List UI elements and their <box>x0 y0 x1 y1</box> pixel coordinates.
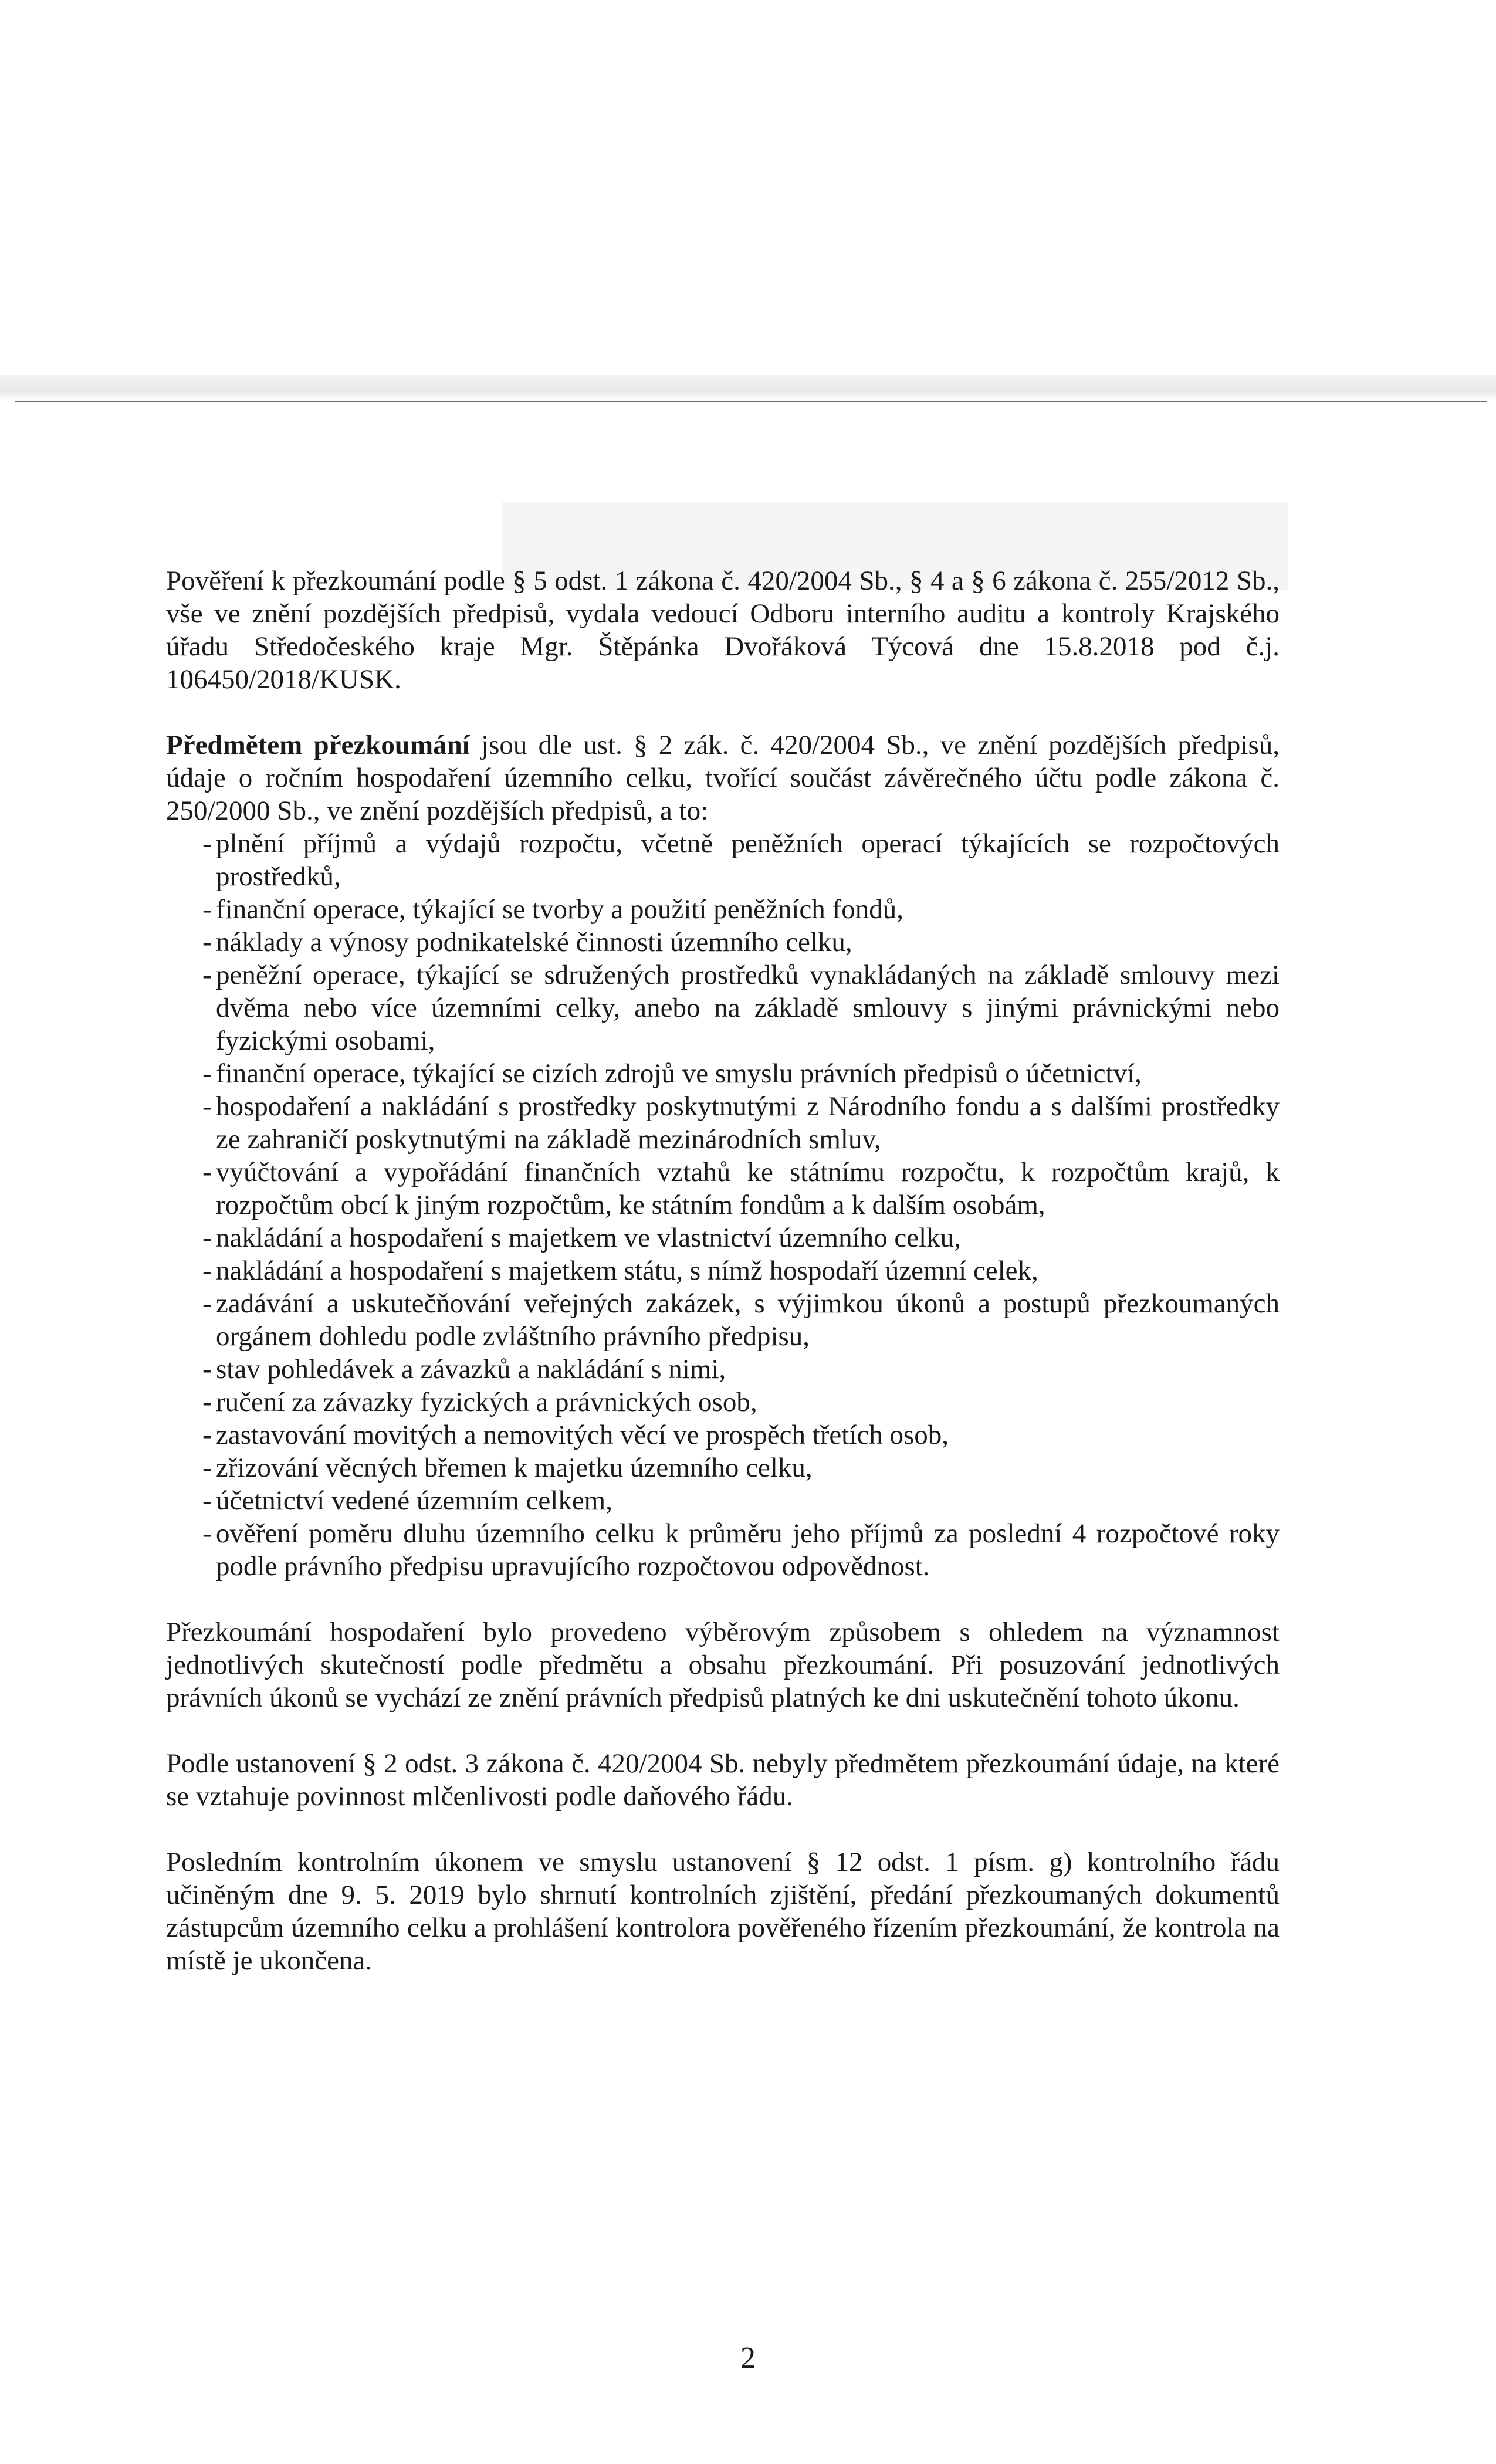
scan-edge-line <box>15 401 1487 402</box>
list-item: - ověření poměru dluhu územního celku k průměru jeho příjmů za poslední 4 rozpočtové roky podle právního předpisu upravujícího rozpočtovou odpovědnost. <box>166 1517 1280 1583</box>
list-item: - nakládání a hospodaření s majetkem ve vlastnictví územního celku, <box>166 1221 1280 1254</box>
list-item: - vyúčtování a vypořádání finančních vztahů ke státnímu rozpočtu, k rozpočtům krajů, k rozpočtům obcí k jiným rozpočtům, ke státním fondům a k dalším osobám, <box>166 1156 1280 1221</box>
page-number: 2 <box>740 2341 756 2375</box>
final-action-paragraph: Posledním kontrolním úkonem ve smyslu ustanovení § 12 odst. 1 písm. g) kontrolního řádu učiněným dne 9. 5. 2019 bylo shrnutí kontrolních zjištění, předání přezkoumaných dokumentů zástupcům územního celku a prohlášení kontrolora pověřeného řízením přezkoumání, že kontrola na místě je ukončena. <box>166 1847 1280 1976</box>
subject-heading: Předmětem přezkoumání <box>166 730 470 760</box>
confidentiality-paragraph: Podle ustanovení § 2 odst. 3 zákona č. 420/2004 Sb. nebyly předmětem přezkoumání údaje, na které se vztahuje povinnost mlčenlivosti podle daňového řádu. <box>166 1748 1280 1812</box>
paragraph-gap <box>166 1714 1280 1747</box>
subject-list <box>166 827 1280 1583</box>
list-item: - plnění příjmů a výdajů rozpočtu, včetně peněžních operací týkajících se rozpočtových prostředků, <box>166 827 1280 893</box>
scan-edge-shadow <box>0 375 1496 400</box>
list-item: - účetnictví vedené územním celkem, <box>166 1484 1280 1517</box>
list-item: - hospodaření a nakládání s prostředky poskytnutými z Národního fondu a s dalšími prostředky ze zahraničí poskytnutými na základě mezinárodních smluv, <box>166 1090 1280 1156</box>
paragraph-gap <box>166 696 1280 729</box>
subject-text: jsou dle ust. § 2 zák. č. 420/2004 Sb., ve znění pozdějších předpisů, údaje o ročním hospodaření územního celku, tvořící součást závěrečného účtu podle zákona č. 250/2000 Sb., ve znění pozdějších předpisů, a to: <box>166 730 1280 826</box>
list-item: - finanční operace, týkající se tvorby a použití peněžních fondů, <box>166 893 1280 926</box>
list-item: - nakládání a hospodaření s majetkem státu, s nímž hospodaří územní celek, <box>166 1254 1280 1287</box>
paragraph-gap <box>166 1813 1280 1846</box>
subject-paragraph <box>166 729 1280 827</box>
list-item: - peněžní operace, týkající se sdružených prostředků vynakládaných na základě smlouvy mezi dvěma nebo více územními celky, anebo na základě smlouvy s jinými právnickými nebo fyzickými osobami, <box>166 959 1280 1057</box>
list-item: - zadávání a uskutečňování veřejných zakázek, s výjimkou úkonů a postupů přezkoumaných orgánem dohledu podle zvláštního právního předpisu, <box>166 1287 1280 1353</box>
authorization-paragraph: Pověření k přezkoumání podle § 5 odst. 1 zákona č. 420/2004 Sb., § 4 a § 6 zákona č. 255/2012 Sb., vše ve znění pozdějších předpisů, vydala vedoucí Odboru interního auditu a kontroly Krajského úřadu Středočeského kraje Mgr. Štěpánka Dvořáková Týcová dne 15.8.2018 pod č.j. 106450/2018/KUSK. <box>166 566 1280 695</box>
list-item: - stav pohledávek a závazků a nakládání s nimi, <box>166 1353 1280 1386</box>
list-item: - ručení za závazky fyzických a právnických osob, <box>166 1386 1280 1419</box>
paragraph-gap <box>166 1583 1280 1616</box>
list-item: - zastavování movitých a nemovitých věcí ve prospěch třetích osob, <box>166 1419 1280 1451</box>
page-body <box>166 564 1280 1977</box>
method-paragraph: Přezkoumání hospodaření bylo provedeno výběrovým způsobem s ohledem na významnost jednotlivých skutečností podle předmětu a obsahu přezkoumání. Při posuzování jednotlivých právních úkonů se vychází ze znění právních předpisů platných ke dni uskutečnění tohoto úkonu. <box>166 1617 1280 1713</box>
list-item: - náklady a výnosy podnikatelské činnosti územního celku, <box>166 926 1280 959</box>
list-item: - zřizování věcných břemen k majetku územního celku, <box>166 1451 1280 1484</box>
list-item: - finanční operace, týkající se cizích zdrojů ve smyslu právních předpisů o účetnictví, <box>166 1057 1280 1090</box>
